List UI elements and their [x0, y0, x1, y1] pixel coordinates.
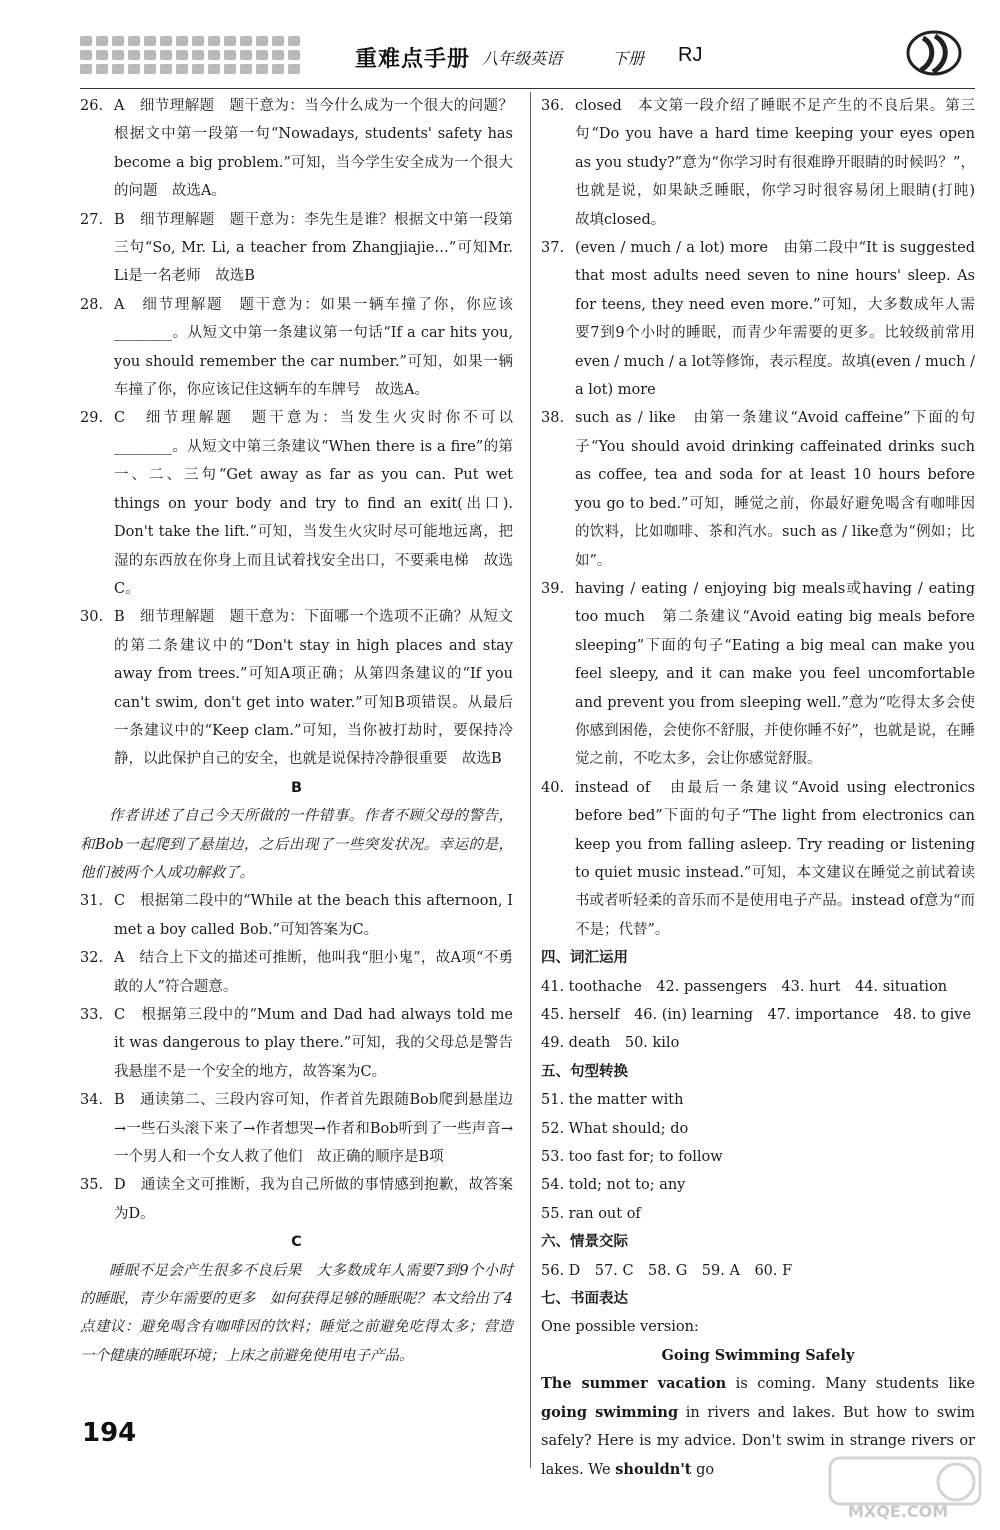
answer-item	[80, 887, 513, 944]
section-heading-b: B	[290, 779, 303, 796]
book-volume: 下册	[612, 49, 645, 68]
answer-number: 30.	[80, 609, 104, 626]
answer-item	[80, 92, 513, 206]
answer-text: C 细节理解题 题干意为：当发生火灾时你不可以________。从短文中第三条建议“When there is a fire”的第一、二、三句“Get away as far as you can. Put wet things on your body and try to find an exit(出口). Don't take the lift.”可知，当发生火灾时尽可能地远离，把湿的东西放在你身上而且试着找安全出口，不要乘电梯 故选C。	[114, 410, 513, 597]
book-edition: RJ	[678, 44, 703, 66]
answer-text: A 细节理解题 题干意为：当今什么成为一个很大的问题？根据文中第一段第一句“Nowadays, students' safety has become a big problem.”可知，当今学生安全成为一个很大的问题 故选A。	[114, 98, 513, 200]
answer-item	[80, 1086, 513, 1171]
answer-item	[80, 603, 513, 773]
answer-number: 29.	[80, 410, 104, 427]
answer-item	[541, 774, 975, 944]
answer-number: 28.	[80, 296, 104, 313]
answer-number: 33.	[80, 1007, 104, 1023]
essay-text: go	[691, 1461, 715, 1478]
section-heading-vocabulary: 四、词汇运用	[541, 950, 628, 967]
answer-text: A 细节理解题 题干意为：如果一辆车撞了你，你应该________。从短文中第一条建议第一句话“If a car hits you, you should remember the car number.”可知，如果一辆车撞了你，你应该记住这辆车的车牌号 故选A。	[114, 296, 513, 399]
right-column	[541, 92, 990, 1484]
answer-number: 38.	[541, 410, 565, 427]
answer-text: (even / much / a lot) more 由第二段中“It is suggested that most adults need seven to nine hours' sleep. As for teens, they need even more.”可知，大多数成年人需要7到9个小时的睡眠，而青少年需要的更多。比较级前常用even / much / a lot等修饰，表示程度。故填(even / much / a lot) more	[575, 240, 975, 399]
answer-text: closed 本文第一段介绍了睡眠不足产生的不良后果。第三句“Do you have a hard time keeping your eyes open as you study?”意为“你学习时有很难睁开眼睛的时候吗？”，也就是说，如果缺乏睡眠，你学习时很容易闭上眼睛(打盹) 故填closed。	[575, 98, 990, 228]
essay-title: Going Swimming Safely	[661, 1346, 855, 1364]
dialogue-answers: 56. D 57. C 58. G 59. A 60. F	[541, 1262, 793, 1279]
answer-item	[541, 404, 975, 574]
vocab-line: 49. death 50. kilo	[541, 1035, 680, 1052]
column-divider	[530, 92, 531, 1468]
page-header	[0, 0, 1000, 92]
answer-item	[541, 575, 975, 774]
answer-number: 35.	[80, 1177, 104, 1194]
book-subtitle: 八年级英语	[482, 49, 563, 68]
page-number: 194	[82, 1418, 137, 1448]
answer-number: 32.	[80, 950, 104, 967]
book-title: 重难点手册	[355, 47, 471, 72]
essay-bold-phrase: going swimming	[541, 1403, 679, 1421]
answer-text: C 根据第三段中的“Mum and Dad had always told me it was dangerous to play there.”可知，我的父母总是警告我悬崖不是一个安全的地方，故答案为C。	[114, 1007, 513, 1080]
answer-number: 36.	[541, 98, 565, 114]
answer-item	[80, 1171, 513, 1228]
answer-item	[80, 1001, 513, 1086]
answer-number: 27.	[80, 211, 104, 228]
passage-summary-c: 睡眠不足会产生很多不良后果 大多数成年人需要7到9个小时的睡眠，青少年需要的更多 如何获得足够的睡眠呢？本文给出了4点建议：避免喝含有咖啡因的饮料；睡觉之前避免吃得太多；营造一个健康的睡眠环境；上床之前避免使用电子产品。	[80, 1262, 513, 1364]
section-heading-writing: 七、书面表达	[541, 1291, 628, 1308]
left-column	[80, 92, 513, 1370]
publisher-logo-icon	[905, 28, 963, 78]
answer-text: A 结合上下文的描述可推断，他叫我“胆小鬼”，故A项“不勇敢的人”符合题意。	[114, 950, 513, 995]
sentence-answer: 54. told; not to; any	[541, 1177, 686, 1194]
answer-item	[80, 206, 513, 291]
answer-item	[541, 92, 990, 234]
answer-text: instead of 由最后一条建议“Avoid using electronics before bed”下面的句子“The light from electronics can keep you from falling asleep. Try reading or listening to quiet music instead.”可知，本文建议在睡觉之前试着读书或者听轻柔的音乐而不是使用电子产品。instead of意为“而不是；代替”。	[575, 779, 975, 938]
header-rule	[80, 88, 975, 89]
sentence-answer: 55. ran out of	[541, 1205, 641, 1222]
essay-text: in rivers and lakes. But how to swim safely? Here is my advice. Don't swim in strange rivers or lakes. We	[541, 1404, 975, 1478]
answer-item	[541, 234, 975, 404]
answer-text: B 细节理解题 题干意为：下面哪一个选项不正确？从短文的第二条建议中的“Don't stay in high places and stay away from trees.”可知A项正确；从第四条建议的“If you can't swim, don't get into water.”可知B项错误。从最后一条建议中的“Keep clam.”可知，当你被打劫时，要保持冷静，以此保护自己的安全，也就是说保持冷静很重要 故选B	[114, 609, 513, 768]
answer-text: D 通读全文可推断，我为自己所做的事情感到抱歉，故答案为D。	[114, 1177, 513, 1222]
essay-bold-phrase: The summer vacation	[541, 1375, 727, 1393]
answer-number: 37.	[541, 240, 565, 257]
vocab-line: 45. herself 46. (in) learning 47. importance 48. to give	[541, 1007, 972, 1023]
sentence-answer: 52. What should; do	[541, 1120, 689, 1137]
answer-number: 34.	[80, 1092, 104, 1109]
header-decorative-pattern	[80, 36, 310, 80]
section-heading-c: C	[291, 1234, 302, 1251]
sentence-answer: 51. the matter with	[541, 1092, 684, 1109]
essay-intro: One possible version:	[541, 1319, 699, 1336]
answer-item	[80, 404, 513, 603]
section-heading-sentence-transform: 五、句型转换	[541, 1063, 628, 1080]
answer-text: B 细节理解题 题干意为：李先生是谁？根据文中第一段第三句“So, Mr. Li, a teacher from Zhangjiajie…”可知Mr. Li是一名老师 故选B	[114, 211, 513, 285]
answer-text: B 通读第二、三段内容可知，作者首先跟随Bob爬到悬崖边→一些石头滚下来了→作者想哭→作者和Bob听到了一些声音→一个男人和一个女人救了他们 故正确的顺序是B项	[114, 1092, 513, 1166]
section-heading-dialogue: 六、情景交际	[541, 1234, 628, 1251]
answer-item	[80, 291, 513, 405]
answer-number: 26.	[80, 98, 104, 114]
answer-item	[80, 944, 513, 1001]
answer-number: 39.	[541, 580, 565, 597]
answer-text: such as / like 由第一条建议“Avoid caffeine”下面的句子“You should avoid drinking caffeinated drinks such as coffee, tea and soda for at least 10 hours before you go to bed.”可知，睡觉之前，你最好避免喝含有咖啡因的饮料，比如咖啡、茶和汽水。such as / like意为“例如；比如”。	[575, 410, 975, 569]
answer-text: C 根据第二段中的“While at the beach this afternoon, I met a boy called Bob.”可知答案为C。	[114, 893, 513, 938]
essay-bold-phrase: shouldn't	[615, 1460, 692, 1478]
sentence-answer: 53. too fast for; to follow	[541, 1149, 723, 1166]
vocab-line: 41. toothache 42. passengers 43. hurt 44. situation	[541, 978, 948, 995]
essay-text: is coming. Many students like	[726, 1376, 975, 1393]
passage-summary-b: 作者讲述了自己今天所做的一件错事。作者不顾父母的警告，和Bob一起爬到了悬崖边，之后出现了一些突发状况。幸运的是，他们被两个人成功解救了。	[80, 808, 513, 881]
answer-text: having / eating / enjoying big meals或having / eating too much 第二条建议“Avoid eating big meals before sleeping”下面的句子“Eating a big meal can make you feel sleepy, and it can make you feel uncomfortable and prevent you from sleeping well.”意为“吃得太多会使你感到困倦，会使你不舒服，并使你睡不好”，也就是说，在睡觉之前，不吃太多，会让你感觉舒服。	[575, 580, 975, 768]
answer-number: 31.	[80, 893, 104, 910]
answer-number: 40.	[541, 779, 565, 796]
watermark-text: MXQE.COM	[848, 1502, 949, 1521]
